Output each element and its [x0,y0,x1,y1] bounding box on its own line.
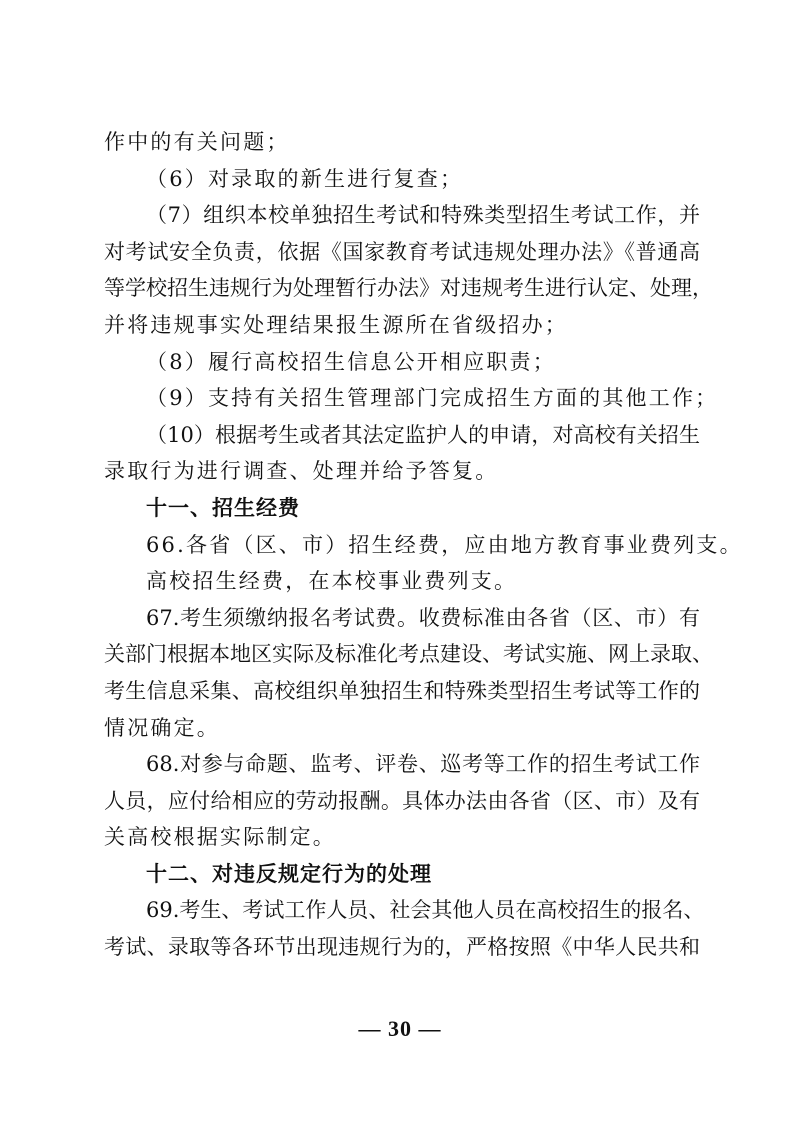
text-line: 考生信息采集、高校组织单独招生和特殊类型招生考试等工作的 [104,678,700,703]
text-line: 等学校招生违规行为处理暂行办法》对违规考生进行认定、处理， [104,276,713,301]
text-line: 关高校根据实际制定。 [104,825,336,850]
text-line: 并将违规事实处理结果报生源所在省级招办； [104,312,568,337]
article-66: 66.各省（区、市）招生经费，应由地方教育事业费列支。 [146,532,743,557]
article-67: 67.考生须缴纳报名考试费。收费标准由各省（区、市）有 [146,605,700,630]
document-body [104,124,743,966]
text-line: 作中的有关问题； [104,130,290,154]
article-69: 69.考生、考试工作人员、社会其他人员在高校招生的报名、 [146,898,705,923]
section-heading-funding: 十一、招生经费 [146,495,300,520]
text-line: 考试、录取等各环节出现违规行为的，严格按照《中华人民共和 [104,935,700,960]
list-item-6: （6）对录取的新生进行复查； [146,166,464,191]
text-line: 高校招生经费，在本校事业费列支。 [146,569,518,594]
page-number: — 30 — [358,1016,442,1041]
text-line: 对考试安全负责，依据《国家教育考试违规处理办法》《普通高 [104,239,700,264]
list-item-10: （10）根据考生或者其法定监护人的申请，对高校有关招生 [146,422,700,447]
list-item-7: （7）组织本校单独招生考试和特殊类型招生考试工作，并 [146,203,700,228]
text-line: 关部门根据本地区实际及标准化考点建设、考试实施、网上录取、 [104,642,713,667]
text-line: 人员，应付给相应的劳动报酬。具体办法由各省（区、市）及有 [104,788,700,813]
text-line: 录取行为进行调查、处理并给予答复。 [104,459,499,484]
list-item-9: （9）支持有关招生管理部门完成招生方面的其他工作； [146,386,719,411]
article-68: 68.对参与命题、监考、评卷、巡考等工作的招生考试工作 [146,752,700,777]
text-line: 情况确定。 [104,715,220,740]
section-heading-violations: 十二、对违反规定行为的处理 [146,861,432,886]
list-item-8: （8）履行高校招生信息公开相应职责； [146,349,556,374]
